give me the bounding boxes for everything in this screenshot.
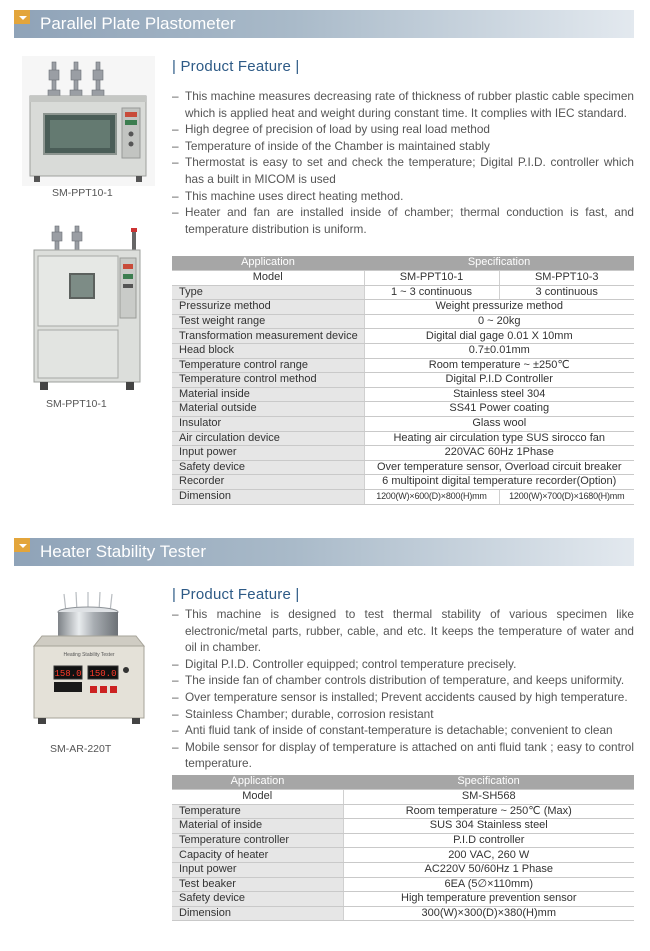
heater-tester-photo	[26, 590, 152, 736]
table-row: Material inside Stainless steel 304	[172, 387, 634, 402]
feature-item: – This machine is designed to test thermal stability of various specimen like electronic/metal parts, rubber, cable, and etc. It keeps the temperature of water and oil in chamber.	[172, 607, 634, 655]
table-row: Air circulation device Heating air circulation type SUS sirocco fan	[172, 431, 634, 446]
photo-caption: SM-PPT10-1	[46, 398, 107, 410]
table-row: Temperature control range Room temperature ~ ±250℃	[172, 358, 634, 373]
table-row: Temperature Room temperature ~ 250℃ (Max)	[172, 804, 634, 819]
device-display-value: 158.0	[54, 669, 82, 679]
table-row: Head block 0.7±0.01mm	[172, 344, 634, 359]
spec-table-heater	[172, 775, 634, 921]
feature-item: – Heater and fan are installed inside of chamber; thermal conduction is fast, and temperature distribution is uniform.	[172, 205, 634, 236]
feature-item: – Over temperature sensor is installed; Prevent accidents caused by high temperature.	[172, 689, 628, 704]
spec-table-plastometer	[172, 256, 634, 505]
photo-caption: SM-AR-220T	[50, 743, 112, 755]
photo-caption: SM-PPT10-1	[52, 187, 113, 199]
table-row: Test beaker 6EA (5∅×110mm)	[172, 877, 634, 892]
table-row: Test weight range 0 ~ 20kg	[172, 314, 634, 329]
product-feature-heading: | Product Feature |	[172, 586, 300, 603]
section-title: Parallel Plate Plastometer	[40, 14, 236, 33]
feature-item: – Anti fluid tank of inside of constant-temperature is detachable; convenient to clean	[172, 723, 613, 738]
feature-item: – This machine measures decreasing rate of thickness of rubber plastic cable specimen which is applied heat and weight during constant time. It complies with IEC standard.	[172, 89, 634, 120]
table-row: Dimension 300(W)×300(D)×380(H)mm	[172, 906, 634, 921]
table-head-specification: Specification	[364, 256, 634, 271]
table-row: Model SM-SH568	[172, 790, 634, 805]
table-row: Material of inside SUS 304 Stainless steel	[172, 819, 634, 834]
table-row: Input power AC220V 50/60Hz 1 Phase	[172, 863, 634, 878]
table-row: Pressurize method Weight pressurize method	[172, 300, 634, 315]
plastometer-chamber-photo	[30, 222, 144, 392]
table-head-application: Application	[172, 775, 343, 790]
table-row: Material outside SS41 Power coating	[172, 402, 634, 417]
feature-list	[172, 88, 634, 237]
feature-item: – Thermostat is easy to set and check the temperature; Digital P.I.D. controller which has a built in MICOM is used	[172, 155, 634, 186]
table-row: Safety device Over temperature sensor, Overload circuit breaker	[172, 460, 634, 475]
table-row: Input power 220VAC 60Hz 1Phase	[172, 446, 634, 461]
table-row: Type 1 ~ 3 continuous 3 continuous	[172, 285, 634, 300]
feature-item: – Temperature of inside of the Chamber is maintained stably	[172, 138, 490, 153]
table-row: Insulator Glass wool	[172, 417, 634, 432]
device-label: Heating Stability Tester	[63, 652, 115, 658]
feature-item: – The inside fan of chamber controls distribution of temperature, and keeps uniformity.	[172, 673, 625, 688]
section-banner-heater	[14, 538, 634, 566]
product-feature-heading: | Product Feature |	[172, 58, 300, 75]
table-row: Dimension 1200(W)×600(D)×800(H)mm 1200(W)×700(D)×1680(H)mm	[172, 490, 634, 505]
table-row: Temperature control method Digital P.I.D Controller	[172, 373, 634, 388]
table-row: Safety device High temperature prevention sensor	[172, 892, 634, 907]
table-head-specification: Specification	[343, 775, 634, 790]
feature-item: – This machine uses direct heating method.	[172, 188, 404, 203]
table-row: Recorder 6 multipoint digital temperature recorder(Option)	[172, 475, 634, 490]
feature-item: – High degree of precision of load by using real load method	[172, 122, 490, 137]
table-row: Transformation measurement device Digital dial gage 0.01 X 10mm	[172, 329, 634, 344]
section-banner-plastometer	[14, 10, 634, 38]
section-title: Heater Stability Tester	[40, 542, 206, 561]
section-marker-icon	[14, 10, 30, 24]
feature-item: – Mobile sensor for display of temperature is attached on anti fluid tank ; easy to control temperature.	[172, 739, 634, 771]
feature-item: – Digital P.I.D. Controller equipped; control temperature precisely.	[172, 656, 517, 671]
feature-item: – Stainless Chamber; durable, corrosion resistant	[172, 706, 434, 721]
section-marker-icon	[14, 538, 30, 552]
table-head-application: Application	[172, 256, 364, 271]
table-row: Capacity of heater 200 VAC, 260 W	[172, 848, 634, 863]
table-row: Temperature controller P.I.D controller	[172, 833, 634, 848]
feature-list	[172, 606, 634, 772]
plastometer-photo	[22, 56, 155, 186]
device-display-value: 150.0	[89, 669, 117, 679]
table-row: Model SM-PPT10-1 SM-PPT10-3	[172, 271, 634, 286]
